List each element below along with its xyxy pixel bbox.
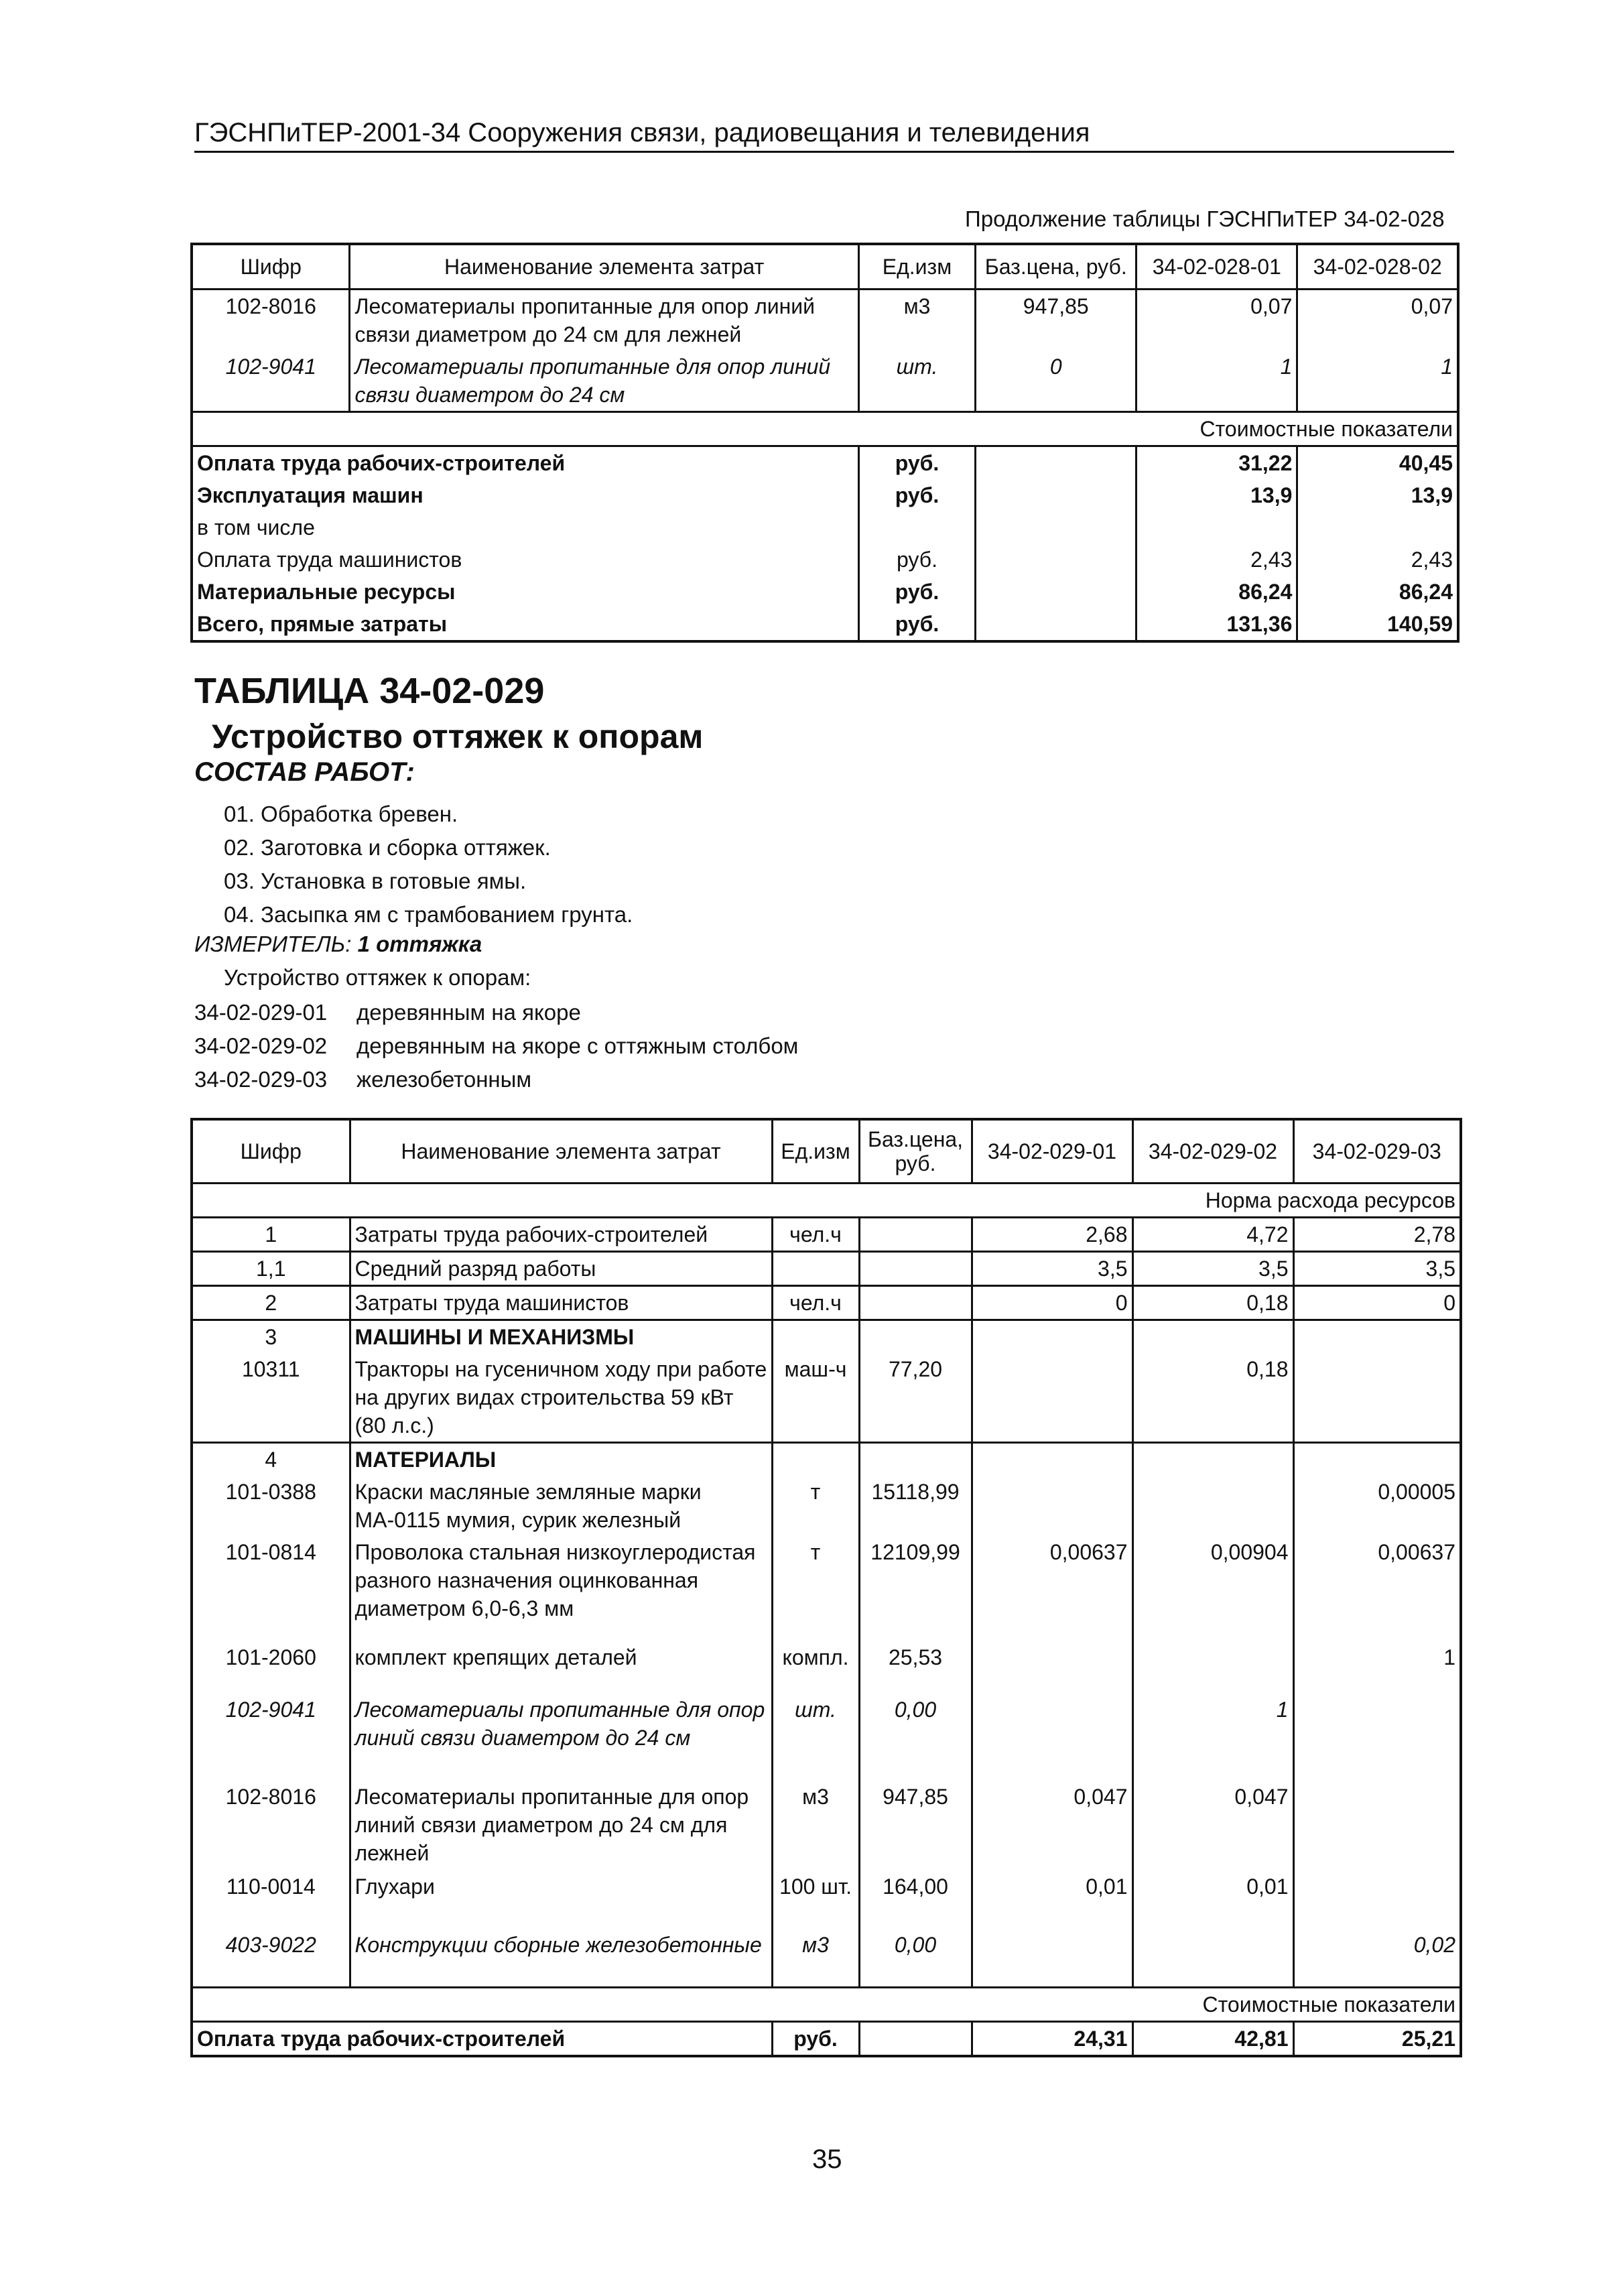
cell-name: Глухари [350, 1870, 772, 1923]
cell-unit [772, 1443, 859, 1476]
cell-unit: чел.ч [772, 1218, 859, 1252]
column-header: Наименование элемента затрат [350, 244, 858, 290]
cell-value [1293, 1781, 1461, 1870]
cost-unit: руб. [858, 544, 975, 576]
cost-name: Оплата труда рабочих-строителей [192, 446, 858, 480]
cell-unit: м3 [858, 290, 975, 351]
cell-value: 0,18 [1132, 1353, 1293, 1443]
variant-item [194, 1029, 798, 1063]
column-header: 34-02-028-02 [1297, 244, 1458, 290]
page-number: 35 [812, 2145, 842, 2174]
cell-unit [772, 1252, 859, 1286]
variant-item [194, 1063, 798, 1096]
measure-label: ИЗМЕРИТЕЛЬ: [194, 932, 352, 956]
cell-unit: 100 шт. [772, 1870, 859, 1923]
cell-value [1293, 1443, 1461, 1476]
cost-name: Материальные ресурсы [197, 580, 456, 604]
column-header: 34-02-029-01 [972, 1119, 1132, 1184]
cell-unit: шт. [858, 350, 975, 412]
cell-value: 0,00005 [1293, 1476, 1461, 1536]
column-header: Ед.изм [772, 1119, 859, 1184]
cell-name: МАТЕРИАЛЫ [350, 1443, 772, 1476]
variants-list [194, 996, 798, 1096]
table-title: ТАБЛИЦА 34-02-029 [194, 671, 545, 711]
cell-value [1293, 1353, 1461, 1443]
variants-title: Устройство оттяжек к опорам: [224, 965, 531, 990]
cost-name: Оплата труда машинистов [197, 548, 462, 572]
cost-name: Оплата труда рабочих-строителей [192, 2022, 772, 2057]
table-row [192, 1686, 1461, 1781]
cell-value: 0,00637 [1293, 1536, 1461, 1629]
table-row [192, 1781, 1461, 1870]
column-header: 34-02-028-01 [1137, 244, 1297, 290]
cell-unit: компл. [772, 1629, 859, 1686]
cost-unit: руб. [858, 608, 975, 641]
column-header: Наименование элемента затрат [350, 1119, 772, 1184]
cost-label: Стоимостные показатели [192, 1988, 1461, 2022]
cost-name: Эксплуатация машин [197, 483, 424, 507]
cost-label: Стоимостные показатели [192, 412, 1458, 446]
cell-value: 0,00904 [1132, 1536, 1293, 1629]
column-header: Шифр [192, 244, 350, 290]
cell-value: 1 [1137, 350, 1297, 412]
cost-value: 2,43 [1137, 544, 1297, 576]
cell-price: 77,20 [859, 1353, 972, 1443]
cell-unit: маш-ч [772, 1353, 859, 1443]
cell-code: 101-0814 [225, 1540, 316, 1564]
cost-name: Всего, прямые затраты [197, 612, 448, 636]
cell-unit: т [772, 1476, 859, 1536]
operation-item: 03. Установка в готовые ямы. [224, 869, 527, 893]
variant-text: железобетонным [356, 1067, 532, 1092]
cell-value [1132, 1320, 1293, 1354]
column-header: Ед.изм [858, 244, 975, 290]
cell-price [859, 1252, 972, 1286]
variant-text: деревянным на якоре с оттяжным столбом [356, 1033, 799, 1058]
cell-name: Лесоматериалы пропитанные для опор линий связи диаметром до 24 см для лежней [350, 290, 858, 351]
cell-value: 1 [1293, 1629, 1461, 1686]
column-header: 34-02-029-02 [1132, 1119, 1293, 1184]
table-row [192, 1536, 1461, 1629]
cell-value [972, 1320, 1132, 1354]
cell-code: 102-8016 [225, 1785, 316, 1809]
page-header: ГЭСНПиТЕР-2001-34 Сооружения связи, радиовещания и телевидения [194, 118, 1454, 153]
cell-code: 102-9041 [225, 1698, 316, 1722]
resource-table-34-02-029 [190, 1118, 1462, 2057]
cost-value: 131,36 [1137, 608, 1297, 641]
cell-value [972, 1686, 1132, 1781]
cell-unit: м3 [772, 1923, 859, 1988]
cell-value: 3,5 [1132, 1252, 1293, 1286]
column-header: Баз.цена, руб. [976, 244, 1137, 290]
cell-name: Затраты труда рабочих-строителей [350, 1218, 772, 1252]
variant-code: 34-02-029-02 [194, 1033, 328, 1058]
cell-code: 102-9041 [225, 355, 316, 379]
cost-value: 2,43 [1297, 544, 1458, 576]
cell-value: 0,02 [1293, 1923, 1461, 1988]
cell-value: 2,68 [972, 1218, 1132, 1252]
cost-row [192, 544, 1458, 576]
cell-value [972, 1353, 1132, 1443]
cell-code: 4 [192, 1443, 350, 1476]
cost-table-34-02-028 [190, 243, 1459, 643]
cell-price: 164,00 [859, 1870, 972, 1923]
measure-line [194, 932, 482, 957]
cell-value [1293, 1320, 1461, 1354]
cost-unit: руб. [858, 576, 975, 608]
cell-name: Лесоматериалы пропитанные для опор линий связи диаметром до 24 см [350, 350, 858, 412]
table-row [192, 1923, 1461, 1988]
cell-value [972, 1443, 1132, 1476]
cell-price: 947,85 [976, 290, 1137, 351]
operation-item: 04. Засыпка ям с трамбованием грунта. [224, 902, 633, 927]
table-continuation-title: Продолжение таблицы ГЭСНПиТЕР 34-02-028 [965, 206, 1445, 231]
cost-unit [858, 511, 975, 544]
table-row [192, 350, 1458, 412]
cell-code: 1,1 [192, 1252, 350, 1286]
operation-item: 02. Заготовка и сборка оттяжек. [224, 835, 551, 860]
cell-name: Конструкции сборные железобетонные [350, 1923, 772, 1988]
cell-price [859, 1443, 972, 1476]
cell-value: 0,047 [972, 1781, 1132, 1870]
table-row [192, 1629, 1461, 1686]
cell-price: 15118,99 [859, 1476, 972, 1536]
operations-list [224, 798, 633, 932]
cost-value: 42,81 [1132, 2022, 1293, 2057]
cell-price: 0,00 [859, 1923, 972, 1988]
cell-value [1132, 1476, 1293, 1536]
table-header-row [192, 244, 1458, 290]
cost-value: 140,59 [1297, 608, 1458, 641]
cost-row [192, 2022, 1461, 2057]
cell-value: 3,5 [972, 1252, 1132, 1286]
cell-value [1132, 1629, 1293, 1686]
table-subtitle: Устройство оттяжек к опорам [212, 718, 704, 755]
operation-item: 01. Обработка бревен. [224, 802, 458, 826]
cell-value: 0,18 [1132, 1286, 1293, 1320]
cost-unit: руб. [858, 479, 975, 511]
cell-value [1132, 1443, 1293, 1476]
table-row [192, 1218, 1461, 1252]
cost-value: 13,9 [1297, 479, 1458, 511]
cost-value: 86,24 [1137, 576, 1297, 608]
cell-unit: м3 [772, 1781, 859, 1870]
cell-code: 110-0014 [226, 1874, 316, 1899]
cell-code: 403-9022 [225, 1933, 316, 1957]
cell-value: 0 [1293, 1286, 1461, 1320]
cell-name: Лесоматериалы пропитанные для опор линий связи диаметром до 24 см [350, 1686, 772, 1781]
table-row [192, 1252, 1461, 1286]
norm-label-row [192, 1184, 1461, 1218]
cell-value [1293, 1870, 1461, 1923]
cell-value: 0 [972, 1286, 1132, 1320]
cell-name: Затраты труда машинистов [350, 1286, 772, 1320]
table-row [192, 1320, 1461, 1354]
cell-price: 0,00 [859, 1686, 972, 1781]
table-header-row [192, 1119, 1461, 1184]
cell-code: 101-0388 [225, 1480, 316, 1504]
cost-row [192, 479, 1458, 511]
cost-unit: руб. [772, 2022, 859, 2057]
table-row [192, 1443, 1461, 1476]
cell-price [859, 1286, 972, 1320]
norm-label: Норма расхода ресурсов [192, 1184, 1461, 1218]
cost-name: в том числе [197, 515, 315, 539]
cell-code: 102-8016 [225, 294, 316, 318]
cell-unit [772, 1320, 859, 1354]
cell-value [972, 1476, 1132, 1536]
cost-row [192, 446, 1458, 480]
cell-value: 0,07 [1137, 290, 1297, 351]
cell-name: Средний разряд работы [350, 1252, 772, 1286]
cell-name: МАШИНЫ И МЕХАНИЗМЫ [350, 1320, 772, 1354]
cell-code: 101-2060 [225, 1645, 316, 1669]
cell-name: Лесоматериалы пропитанные для опор линий связи диаметром до 24 см для лежней [350, 1781, 772, 1870]
composition-title: СОСТАВ РАБОТ: [194, 757, 415, 787]
variant-item [194, 996, 798, 1029]
cell-unit: шт. [772, 1686, 859, 1781]
cell-code: 10311 [241, 1357, 300, 1381]
column-header: Баз.цена, руб. [859, 1119, 972, 1184]
cost-value [1297, 511, 1458, 544]
cell-value: 1 [1132, 1686, 1293, 1781]
cost-row [192, 576, 1458, 608]
cell-value [1132, 1923, 1293, 1988]
cell-price: 947,85 [859, 1781, 972, 1870]
cell-code: 1 [192, 1218, 350, 1252]
cell-value [972, 1923, 1132, 1988]
table-row [192, 1353, 1461, 1443]
cell-price [859, 1218, 972, 1252]
cell-code: 3 [192, 1320, 350, 1354]
cell-name: Проволока стальная низкоуглеродистая разного назначения оцинкованная диаметром 6,0-6,3 мм [350, 1536, 772, 1629]
cost-label-row [192, 1988, 1461, 2022]
cell-price [859, 1320, 972, 1354]
cell-name: Тракторы на гусеничном ходу при работе на других видах строительства 59 кВт (80 л.с.) [350, 1353, 772, 1443]
table-row [192, 1286, 1461, 1320]
cell-value: 3,5 [1293, 1252, 1461, 1286]
variant-code: 34-02-029-01 [194, 1000, 328, 1025]
table-row [192, 1870, 1461, 1923]
cell-code: 2 [192, 1286, 350, 1320]
cell-value: 2,78 [1293, 1218, 1461, 1252]
cost-value: 31,22 [1137, 446, 1297, 480]
cost-value: 25,21 [1293, 2022, 1461, 2057]
cost-row [192, 608, 1458, 641]
cell-value: 0,00637 [972, 1536, 1132, 1629]
variant-text: деревянным на якоре [356, 1000, 581, 1025]
cell-value [1293, 1686, 1461, 1781]
cost-label-row [192, 412, 1458, 446]
table-row [192, 290, 1458, 351]
cell-unit: т [772, 1536, 859, 1629]
cost-value: 24,31 [972, 2022, 1132, 2057]
cell-value: 0,01 [1132, 1870, 1293, 1923]
column-header: 34-02-029-03 [1293, 1119, 1461, 1184]
cell-value: 0,07 [1297, 290, 1458, 351]
cell-value: 0,01 [972, 1870, 1132, 1923]
cell-name: Краски масляные земляные марки МА-0115 мумия, сурик железный [350, 1476, 772, 1536]
cost-row [192, 511, 1458, 544]
cost-unit: руб. [858, 446, 975, 480]
variant-code: 34-02-029-03 [194, 1067, 328, 1092]
cell-value: 4,72 [1132, 1218, 1293, 1252]
cell-price: 12109,99 [859, 1536, 972, 1629]
cell-price: 25,53 [859, 1629, 972, 1686]
cell-unit: чел.ч [772, 1286, 859, 1320]
cost-value [1137, 511, 1297, 544]
cell-value: 1 [1297, 350, 1458, 412]
measure-value: 1 оттяжка [357, 932, 482, 956]
cell-name: комплект крепящих деталей [350, 1629, 772, 1686]
cost-value: 40,45 [1297, 446, 1458, 480]
table-row [192, 1476, 1461, 1536]
cell-value [972, 1629, 1132, 1686]
cost-value: 86,24 [1297, 576, 1458, 608]
cell-value: 0,047 [1132, 1781, 1293, 1870]
column-header: Шифр [192, 1119, 350, 1184]
cost-value: 13,9 [1137, 479, 1297, 511]
cell-price: 0 [976, 350, 1137, 412]
